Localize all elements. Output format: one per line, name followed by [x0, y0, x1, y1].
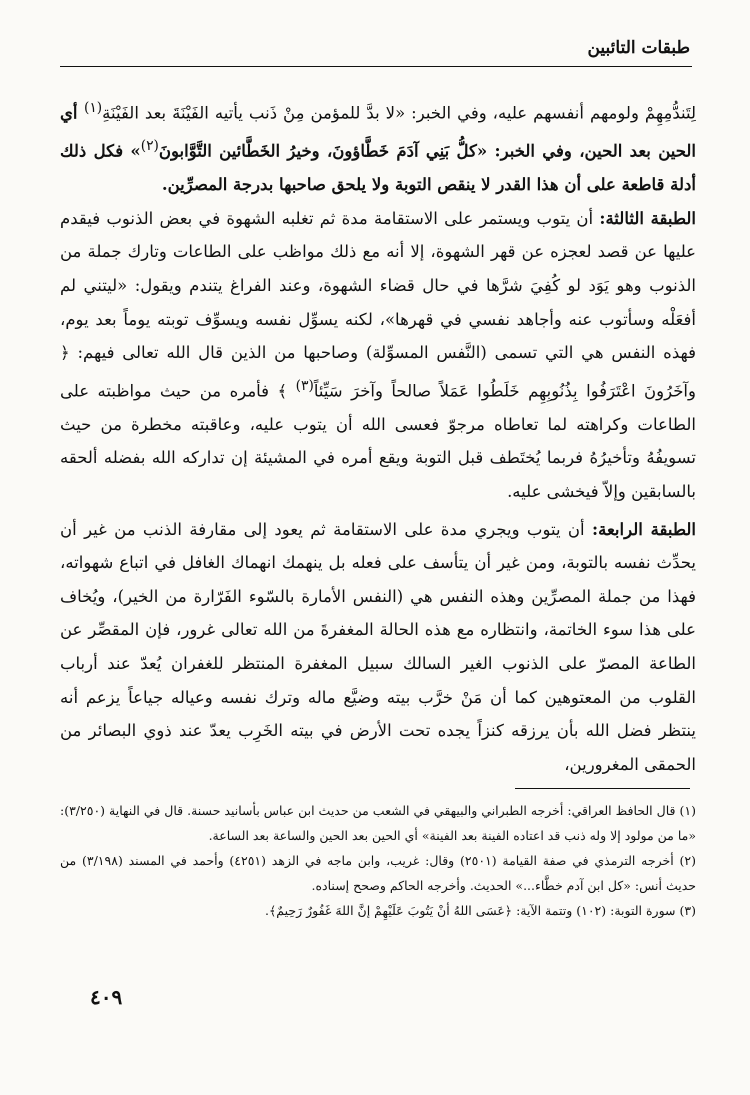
footnote-ref-3[interactable]: (٣) [295, 377, 314, 394]
third-tier-text-a: أن يتوب ويستمر على الاستقامة مدة ثم تغلبه الشهوة في بعض الذنوب فيقدم عليها عن قصد لعجزه عن قهر الشهوة، إلا أنه مع ذلك مواظب على الطاعات وتارك جملة من الذنوب وهو يَوَد لو كُفِيَ شرَّها في حال قضاء الشهوة، وعند الفراغ يتندم ويقول: «ليتني لم أفعَلْه وسأتوب عنه وأجاهد نفسي في قهرها»، لكنه يسوِّل نفسه ويسوِّف توبته يوماً بعد يوم، فهذه النفس هي التي تسمى (النَّفس المسوِّلة) وصاحبها من الذين قال الله تعالى فيهم: ﴿ وآخَرُونَ اعْتَرَفُوا بِذُنُوبِهِم خَلَطُوا عَمَلاً صالحاً وآخرَ سَيِّئاً [60, 208, 696, 401]
footnote-1 [60, 798, 696, 848]
footnote-3-text: سورة التوبة: (١٠٢) وتتمة الآية: ﴿عَسَى اللهُ أنْ يَتُوبَ عَلَيْهِمْ إنَّ اللهَ غَفُورٌ رَحِيمٌ﴾. [264, 903, 680, 918]
fourth-tier-text: أن يتوب ويجري مدة على الاستقامة ثم يعود إلى مقارفة الذنب من غير أن يحدِّث نفسه بالتوبة، ومن غير أن يتأسف على فعله بل ينهمك انهماك الغافل في اتباع شهواته، فهذا من جملة المصرِّين وهذه النفس هي (النفس الأمارة بالسّوء الفَرّارة من الخير)، ويُخاف على هذا سوء الخاتمة، وانتظاره مع هذه الحالة المغفرةَ من الله تعالى غرور، فإن المقصِّر عن الطاعة المصرّ على الذنوب الغير السالك سبيل المغفرة المنتظر للغفران يُعدّ عند أرباب القلوب من المعتوهين كما أن مَنْ خرَّب بيته وضيَّع ماله وترك نفسه وعياله جياعاً يزعم أنه ينتظر فضل الله بأن يرزقه كنزاً يجده تحت الأرض في بيته الخَرِب يعدّ عند ذوي البصائر من الحمقى المغرورين، [60, 519, 696, 774]
paragraph-continuation [60, 92, 696, 202]
footnote-separator [515, 788, 690, 789]
footnote-2 [60, 848, 696, 898]
paragraph-1-part-b: أي الحين بعد الحين، وفي الخبر: «كلُّ بَنِي آدَمَ خَطَّاؤونَ، وخيرُ الخَطَّائين التَّوَّابونَ [60, 103, 696, 161]
paragraph-1-part-a: لِتَندُّمِهِمْ ولومهم أنفسهم عليه، وفي الخبر: «لا بدَّ للمؤمن مِنْ ذَنب يأتيه الفَيْنَةَ بعد الفَيْنَةِ [102, 103, 696, 123]
paragraph-1-part-c: » فكل ذلك أدلة قاطعة على أن هذا القدر لا ينقص التوبة ولا يلحق صاحبها بدرجة المصرِّين. [60, 141, 696, 195]
footnote-1-text: قال الحافظ العراقي: أخرجه الطبراني والبيهقي في الشعب من حديث ابن عباس بأسانيد حسنة. قال في النهاية (٣/٢٥٠): «ما من مولود إلا وله ذنب قد اعتاده الفينة بعد الفينة» أي الحين بعد الحين والساعة بعد الساعة. [60, 803, 696, 843]
footnotes [60, 798, 696, 923]
paragraph-fourth-tier [60, 513, 696, 782]
fourth-tier-label: الطبقة الرابعة: [592, 519, 696, 539]
third-tier-label: الطبقة الثالثة: [599, 208, 696, 228]
footnote-3-marker: (٣) [679, 903, 696, 918]
footnote-2-marker: (٢) [679, 853, 696, 868]
footnote-2-text: أخرجه الترمذي في صفة القيامة (٢٥٠١) وقال: غريب، وابن ماجه في الزهد (٤٢٥١) وأحمد في المسند (٣/١٩٨) من حديث أنس: «كل ابن آدم خطَّاء...» الحديث. وأخرجه الحاكم وصحح إسناده. [60, 853, 696, 893]
footnote-1-marker: (١) [679, 803, 696, 818]
main-text [60, 92, 696, 781]
footnote-3 [60, 898, 696, 923]
header-rule [60, 66, 692, 67]
page-number: ٤٠٩ [90, 985, 123, 1009]
footnote-ref-1[interactable]: (١) [84, 100, 103, 116]
running-title: طبقات التائبين [587, 38, 690, 58]
third-tier-text-b: ﴾ فأمره من حيث مواظبته على الطاعات وكراهته لما تعاطاه مرجوّ فعسى الله أن يتوب عليه، وعاقبته مخطرة من حيث تسويفُهُ وتأخيرُهُ فربما يُختَطف قبل التوبة ويقع أمره في المشيئة إن تداركه الله بفضله ألحقه بالسابقين وإلاّ فيخشى عليه. [60, 381, 696, 502]
paragraph-third-tier [60, 202, 696, 509]
footnote-ref-2[interactable]: (٢) [140, 138, 159, 155]
